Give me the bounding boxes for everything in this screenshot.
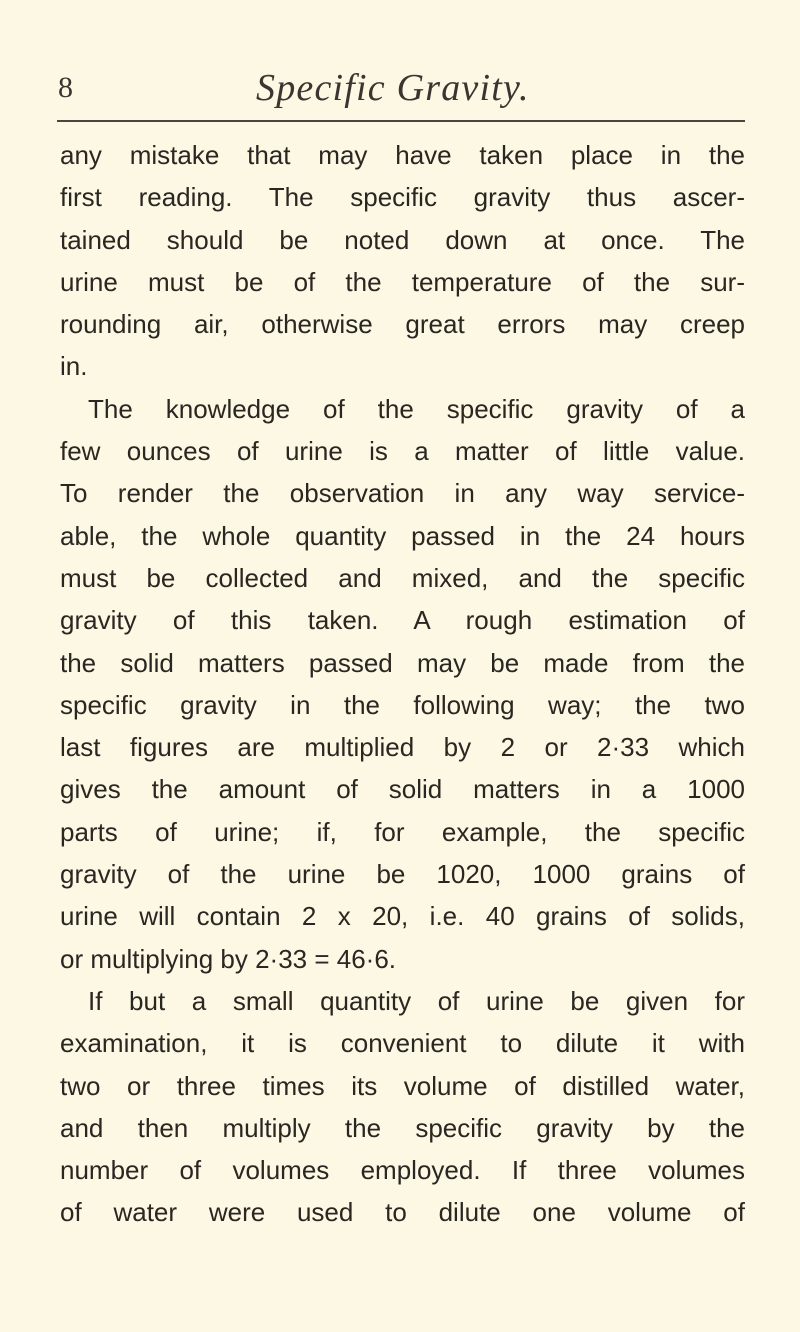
text-line: rounding air, otherwise great errors may creep (60, 309, 745, 340)
text-line: first reading. The specific gravity thus ascer- (60, 182, 745, 213)
page-number: 8 (58, 71, 73, 104)
text-line: urine must be of the temperature of the sur- (60, 266, 745, 297)
text-line: The knowledge of the specific gravity of a (88, 393, 745, 424)
text-line: few ounces of urine is a matter of little value. (60, 436, 745, 467)
text-line: specific gravity in the following way; the two (60, 689, 745, 720)
running-head (56, 64, 746, 112)
text-line: and then multiply the specific gravity by the (60, 1112, 745, 1143)
text-line: gravity of the urine be 1020, 1000 grains of (60, 859, 745, 890)
text-line: any mistake that may have taken place in the (60, 140, 745, 170)
text-line: last figures are multiplied by 2 or 2·33 which (60, 732, 745, 763)
text-line: tained should be noted down at once. The (60, 224, 745, 255)
text-line: able, the whole quantity passed in the 24 hours (60, 520, 745, 551)
text-line: gravity of this taken. A rough estimation of (60, 605, 745, 636)
text-line: parts of urine; if, for example, the specific (60, 816, 745, 847)
text-line: or multiplying by 2·33 = 46·6. (60, 943, 397, 974)
text-line: number of volumes employed. If three volumes (60, 1155, 745, 1186)
text-line: of water were used to dilute one volume of (60, 1197, 745, 1228)
text-line: the solid matters passed may be made from the (60, 647, 745, 678)
text-line: To render the observation in any way service- (60, 478, 745, 509)
running-title: Specific Gravity. (256, 67, 530, 109)
text-line: urine will contain 2 x 20, i.e. 40 grains of solids, (60, 901, 745, 932)
body-text (60, 134, 745, 1234)
text-line: in. (60, 351, 88, 382)
text-line: gives the amount of solid matters in a 1000 (60, 774, 745, 805)
text-line: examination, it is convenient to dilute it with (60, 1028, 745, 1059)
text-line: two or three times its volume of distilled water, (60, 1070, 745, 1101)
text-line: must be collected and mixed, and the specific (60, 562, 745, 593)
text-line: If but a small quantity of urine be given for (88, 985, 745, 1016)
header-rule (57, 120, 745, 122)
